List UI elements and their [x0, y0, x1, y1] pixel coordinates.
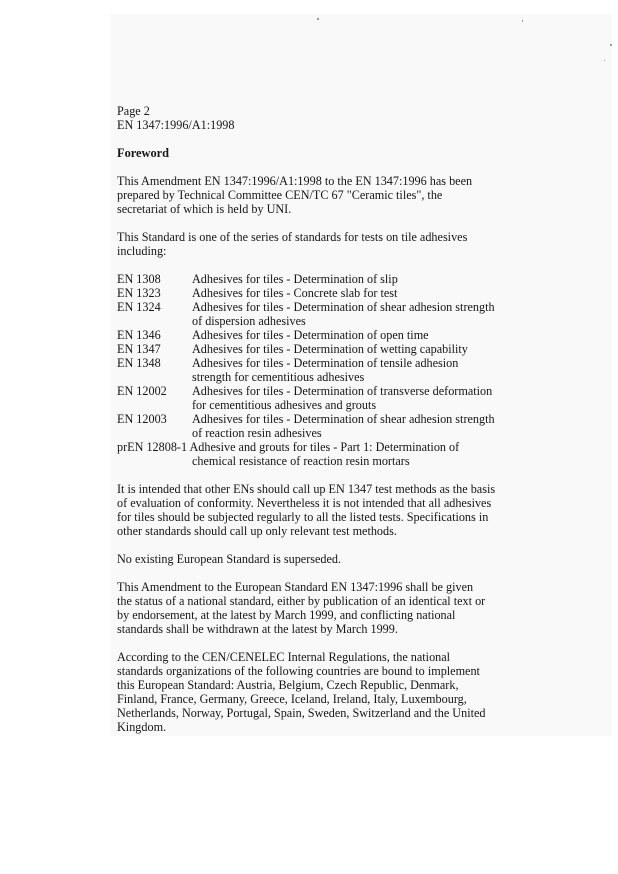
standard-title [192, 328, 429, 342]
standard-title-line: Adhesives for tiles - Concrete slab for test [192, 286, 398, 300]
paragraph-line: According to the CEN/CENELEC Internal Regulations, the national [117, 650, 451, 664]
standard-title-line: Adhesives for tiles - Determination of tensile adhesion [192, 356, 459, 370]
standard-code: EN 1346 [117, 328, 161, 342]
standards-list [117, 272, 527, 468]
document-page [117, 104, 527, 734]
paragraph-line: No existing European Standard is superseded. [117, 552, 342, 566]
standard-code: EN 1348 [117, 356, 161, 370]
standard-entry [117, 328, 527, 342]
standard-title-line: Adhesives for tiles - Determination of slip [192, 272, 398, 286]
paragraph-line: It is intended that other ENs should call up EN 1347 test methods as the basis [117, 482, 496, 496]
standard-title [192, 300, 495, 328]
standard-title-line: Adhesives for tiles - Determination of shear adhesion strength [192, 412, 495, 426]
paragraph-line: standards shall be withdrawn at the latest by March 1999. [117, 622, 398, 636]
scan-speck [317, 18, 319, 20]
standard-title-line: of dispersion adhesives [192, 314, 306, 328]
paragraph-line: including: [117, 244, 167, 258]
standard-title-line: for cementitious adhesives and grouts [192, 398, 377, 412]
standard-code: EN 12002 [117, 384, 167, 398]
standard-title-line: strength for cementitious adhesives [192, 370, 365, 384]
standard-title-line: chemical resistance of reaction resin mortars [192, 454, 410, 468]
standard-title [192, 412, 495, 440]
superseded-paragraph [117, 552, 527, 566]
standard-title-line: Adhesives for tiles - Determination of wetting capability [192, 342, 468, 356]
document-reference: EN 1347:1996/A1:1998 [117, 118, 235, 132]
standard-code: EN 12003 [117, 412, 167, 426]
section-heading: Foreword [117, 146, 170, 160]
series-paragraph [117, 230, 527, 258]
paragraph-line: This Standard is one of the series of standards for tests on tile adhesives [117, 230, 468, 244]
paragraph-line: prepared by Technical Committee CEN/TC 67 "Ceramic tiles", the [117, 188, 443, 202]
standard-code: EN 1308 [117, 272, 161, 286]
standard-entry [117, 412, 527, 440]
paragraph-line: Finland, France, Germany, Greece, Iceland, Ireland, Italy, Luxembourg, [117, 692, 467, 706]
scan-speck [604, 60, 605, 61]
paragraph-line: other standards should call up only relevant test methods. [117, 524, 397, 538]
standard-entry [117, 384, 527, 412]
standard-entry [117, 356, 527, 384]
conformity-paragraph [117, 482, 527, 538]
standard-code: EN 1347 [117, 342, 161, 356]
intro-paragraph [117, 174, 527, 216]
standard-entry [117, 300, 527, 328]
paragraph-line: the status of a national standard, either by publication of an identical text or [117, 594, 486, 608]
paragraph-line: of evaluation of conformity. Nevertheless it is not intended that all adhesives [117, 496, 492, 510]
standard-title [192, 286, 397, 300]
standard-title [192, 384, 492, 412]
standard-code: EN 1323 [117, 286, 161, 300]
standard-entry [117, 342, 527, 356]
paragraph-line: by endorsement, at the latest by March 1999, and conflicting national [117, 608, 456, 622]
standard-entry [117, 440, 527, 468]
paragraph-line: Kingdom. [117, 720, 167, 734]
regulations-paragraph [117, 650, 527, 734]
standard-title-line: Adhesives for tiles - Determination of shear adhesion strength [192, 300, 495, 314]
scan-speck [522, 20, 523, 22]
standard-title-line: of reaction resin adhesives [192, 426, 322, 440]
standard-title [192, 342, 468, 356]
standard-title-line: Adhesives for tiles - Determination of transverse deformation [192, 384, 493, 398]
paragraph-line: Netherlands, Norway, Portugal, Spain, Sweden, Switzerland and the United [117, 706, 486, 720]
standard-title-line: Adhesive and grouts for tiles - Part 1: Determination of [189, 440, 460, 454]
scan-speck [610, 44, 612, 46]
paragraph-line: This Amendment to the European Standard EN 1347:1996 shall be given [117, 580, 474, 594]
standard-code: prEN 12808-1 [117, 440, 188, 454]
paragraph-line: for tiles should be subjected regularly to all the listed tests. Specifications in [117, 510, 489, 524]
status-paragraph [117, 580, 527, 636]
standard-title-line: Adhesives for tiles - Determination of open time [192, 328, 429, 342]
standard-entry [117, 272, 527, 286]
page-header [117, 104, 527, 132]
paragraph-line: This Amendment EN 1347:1996/A1:1998 to the EN 1347:1996 has been [117, 174, 473, 188]
page-number: Page 2 [117, 104, 150, 118]
paragraph-line: this European Standard: Austria, Belgium, Czech Republic, Denmark, [117, 678, 459, 692]
standard-title [192, 356, 458, 384]
paragraph-line: standards organizations of the following countries are bound to implement [117, 664, 480, 678]
standard-code: EN 1324 [117, 300, 161, 314]
standard-title [192, 272, 398, 286]
standard-entry [117, 286, 527, 300]
paragraph-line: secretariat of which is held by UNI. [117, 202, 292, 216]
